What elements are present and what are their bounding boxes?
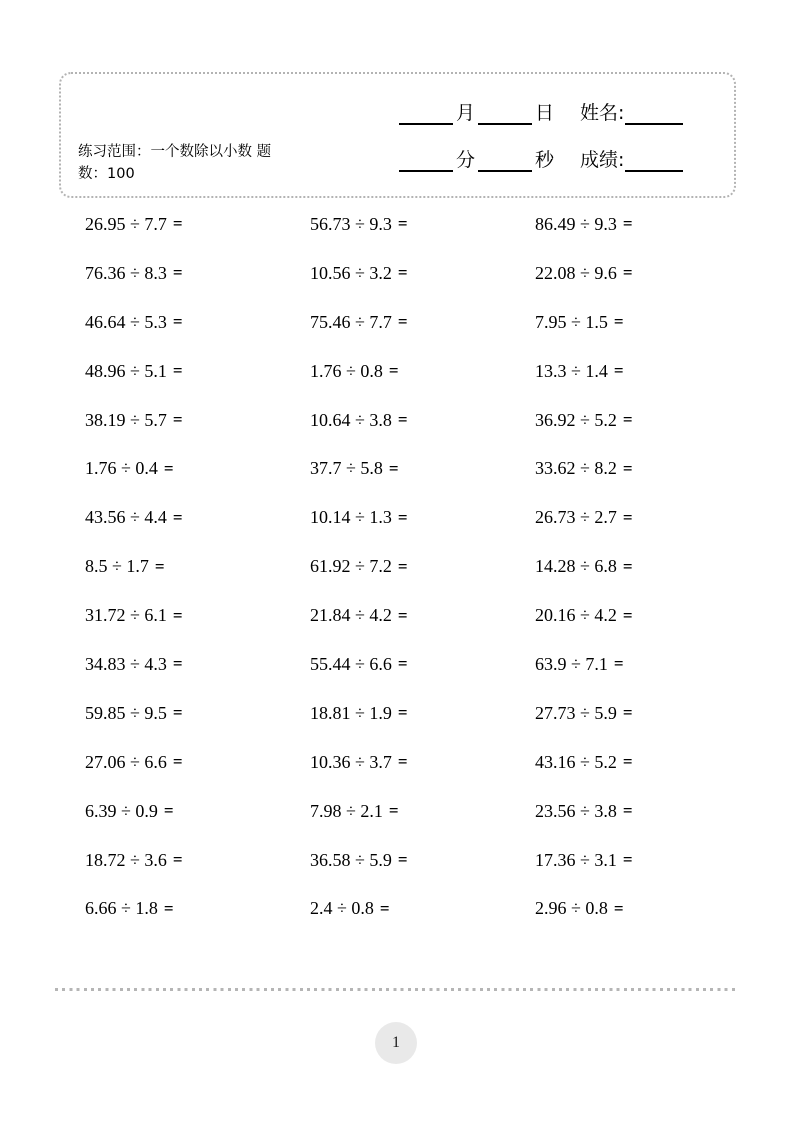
equals-sign: = bbox=[172, 410, 183, 429]
practice-scope-line2: 数：100 bbox=[78, 166, 135, 182]
problem-cell bbox=[85, 444, 310, 493]
equals-sign: = bbox=[172, 361, 183, 381]
equals-sign: = bbox=[388, 458, 399, 478]
equals-sign: = bbox=[163, 458, 174, 478]
equals-sign: = bbox=[172, 263, 183, 283]
problem-cell bbox=[85, 640, 310, 689]
problem-cell bbox=[535, 444, 760, 493]
problem-expression: 34.83 ÷ 4.3 bbox=[85, 653, 167, 674]
problem-cell bbox=[85, 200, 310, 249]
problem-expression: 14.28 ÷ 6.8 bbox=[535, 556, 617, 577]
problem-expression: 76.36 ÷ 8.3 bbox=[85, 262, 167, 283]
equals-sign: = bbox=[397, 605, 408, 625]
equals-sign: = bbox=[397, 703, 408, 723]
second-blank-line bbox=[478, 149, 532, 172]
problem-cell bbox=[535, 200, 760, 249]
problem-cell bbox=[310, 493, 535, 542]
problem-cell bbox=[535, 738, 760, 787]
problem-cell bbox=[535, 640, 760, 689]
problem-cell bbox=[85, 689, 310, 738]
equals-sign: = bbox=[379, 898, 390, 918]
equals-sign: = bbox=[622, 801, 633, 821]
problem-cell bbox=[85, 591, 310, 640]
problem-cell bbox=[85, 738, 310, 787]
equals-sign: = bbox=[172, 850, 183, 870]
problem-expression: 26.95 ÷ 7.7 bbox=[85, 213, 167, 234]
problems-grid bbox=[85, 200, 760, 933]
equals-sign: = bbox=[397, 752, 408, 772]
score-label: 成绩: bbox=[580, 149, 625, 171]
day-blank-line bbox=[478, 102, 532, 125]
problem-expression: 20.16 ÷ 4.2 bbox=[535, 605, 617, 626]
equals-sign: = bbox=[622, 752, 633, 772]
problem-expression: 43.56 ÷ 4.4 bbox=[85, 507, 167, 528]
equals-sign: = bbox=[622, 507, 633, 527]
equals-sign: = bbox=[622, 458, 633, 478]
page-number: 1 bbox=[392, 1034, 400, 1051]
problem-expression: 31.72 ÷ 6.1 bbox=[85, 605, 167, 626]
problem-expression: 86.49 ÷ 9.3 bbox=[535, 213, 617, 234]
equals-sign: = bbox=[622, 214, 633, 234]
problem-cell bbox=[85, 249, 310, 298]
problem-cell bbox=[310, 787, 535, 836]
equals-sign: = bbox=[622, 263, 633, 283]
time-score-row bbox=[399, 145, 683, 172]
problem-cell bbox=[310, 298, 535, 347]
problem-expression: 43.16 ÷ 5.2 bbox=[535, 751, 617, 772]
problem-expression: 26.73 ÷ 2.7 bbox=[535, 507, 617, 528]
problem-cell bbox=[85, 884, 310, 933]
problem-cell bbox=[535, 689, 760, 738]
problem-expression: 2.4 ÷ 0.8 bbox=[310, 898, 374, 919]
equals-sign: = bbox=[388, 361, 399, 381]
problem-cell bbox=[310, 200, 535, 249]
problem-expression: 10.56 ÷ 3.2 bbox=[310, 262, 392, 283]
problem-expression: 17.36 ÷ 3.1 bbox=[535, 849, 617, 870]
equals-sign: = bbox=[172, 605, 183, 625]
problem-expression: 38.19 ÷ 5.7 bbox=[85, 409, 167, 430]
equals-sign: = bbox=[397, 850, 408, 870]
problem-cell bbox=[535, 396, 760, 445]
equals-sign: = bbox=[613, 654, 624, 674]
problem-expression: 8.5 ÷ 1.7 bbox=[85, 556, 149, 577]
problem-cell bbox=[535, 542, 760, 591]
problem-cell bbox=[535, 836, 760, 885]
problem-expression: 61.92 ÷ 7.2 bbox=[310, 556, 392, 577]
equals-sign: = bbox=[163, 898, 174, 918]
equals-sign: = bbox=[397, 507, 408, 527]
equals-sign: = bbox=[397, 654, 408, 674]
problem-expression: 27.73 ÷ 5.9 bbox=[535, 702, 617, 723]
equals-sign: = bbox=[622, 850, 633, 870]
problem-cell bbox=[310, 689, 535, 738]
problem-expression: 55.44 ÷ 6.6 bbox=[310, 653, 392, 674]
problem-cell bbox=[310, 444, 535, 493]
problem-cell bbox=[310, 347, 535, 396]
problem-expression: 75.46 ÷ 7.7 bbox=[310, 311, 392, 332]
header-meta-block bbox=[399, 98, 683, 192]
equals-sign: = bbox=[397, 556, 408, 576]
problem-expression: 46.64 ÷ 5.3 bbox=[85, 311, 167, 332]
problem-expression: 48.96 ÷ 5.1 bbox=[85, 360, 167, 381]
problem-expression: 27.06 ÷ 6.6 bbox=[85, 751, 167, 772]
problem-cell bbox=[310, 836, 535, 885]
equals-sign: = bbox=[622, 410, 633, 429]
equals-sign: = bbox=[388, 801, 399, 821]
problem-expression: 2.96 ÷ 0.8 bbox=[535, 898, 608, 919]
equals-sign: = bbox=[397, 410, 408, 429]
equals-sign: = bbox=[613, 361, 624, 381]
month-blank-line bbox=[399, 102, 453, 125]
equals-sign: = bbox=[397, 263, 408, 283]
problem-expression: 36.58 ÷ 5.9 bbox=[310, 849, 392, 870]
problem-cell bbox=[85, 298, 310, 347]
equals-sign: = bbox=[172, 507, 183, 527]
header-box bbox=[59, 72, 736, 198]
problem-expression: 10.36 ÷ 3.7 bbox=[310, 751, 392, 772]
problem-expression: 33.62 ÷ 8.2 bbox=[535, 458, 617, 479]
month-label: 月 bbox=[456, 102, 476, 124]
problem-expression: 1.76 ÷ 0.8 bbox=[310, 360, 383, 381]
problem-cell bbox=[535, 591, 760, 640]
equals-sign: = bbox=[622, 703, 633, 723]
score-blank-line bbox=[625, 149, 683, 172]
equals-sign: = bbox=[613, 898, 624, 918]
problem-expression: 10.14 ÷ 1.3 bbox=[310, 507, 392, 528]
problem-cell bbox=[310, 884, 535, 933]
practice-scope-line1: 练习范围：一个数除以小数 题 bbox=[78, 144, 272, 160]
problem-expression: 22.08 ÷ 9.6 bbox=[535, 262, 617, 283]
problem-expression: 7.95 ÷ 1.5 bbox=[535, 311, 608, 332]
problem-cell bbox=[85, 836, 310, 885]
problem-expression: 7.98 ÷ 2.1 bbox=[310, 800, 383, 821]
problem-cell bbox=[310, 738, 535, 787]
problem-cell bbox=[535, 249, 760, 298]
page-number-badge bbox=[375, 1022, 417, 1064]
problem-cell bbox=[310, 396, 535, 445]
problem-cell bbox=[535, 884, 760, 933]
date-name-row bbox=[399, 98, 683, 125]
problem-cell bbox=[310, 640, 535, 689]
problem-cell bbox=[310, 542, 535, 591]
problem-cell bbox=[85, 542, 310, 591]
equals-sign: = bbox=[163, 801, 174, 821]
equals-sign: = bbox=[397, 214, 408, 234]
equals-sign: = bbox=[172, 752, 183, 772]
equals-sign: = bbox=[397, 312, 408, 332]
problem-cell bbox=[535, 298, 760, 347]
problem-expression: 6.39 ÷ 0.9 bbox=[85, 800, 158, 821]
problem-expression: 10.64 ÷ 3.8 bbox=[310, 409, 392, 430]
problem-cell bbox=[535, 493, 760, 542]
problem-cell bbox=[85, 396, 310, 445]
equals-sign: = bbox=[622, 605, 633, 625]
problem-cell bbox=[85, 493, 310, 542]
equals-sign: = bbox=[172, 703, 183, 723]
day-label: 日 bbox=[535, 102, 555, 124]
problem-cell bbox=[535, 347, 760, 396]
problem-expression: 23.56 ÷ 3.8 bbox=[535, 800, 617, 821]
practice-scope-text bbox=[78, 141, 271, 185]
problem-cell bbox=[310, 249, 535, 298]
problem-expression: 21.84 ÷ 4.2 bbox=[310, 605, 392, 626]
equals-sign: = bbox=[172, 214, 183, 234]
name-blank-line bbox=[625, 102, 683, 125]
problem-expression: 18.81 ÷ 1.9 bbox=[310, 702, 392, 723]
minute-label: 分 bbox=[456, 149, 476, 171]
problem-expression: 1.76 ÷ 0.4 bbox=[85, 458, 158, 479]
equals-sign: = bbox=[172, 654, 183, 674]
problem-cell bbox=[85, 347, 310, 396]
problem-expression: 37.7 ÷ 5.8 bbox=[310, 458, 383, 479]
problem-expression: 6.66 ÷ 1.8 bbox=[85, 898, 158, 919]
problem-cell bbox=[310, 591, 535, 640]
problem-expression: 36.92 ÷ 5.2 bbox=[535, 409, 617, 430]
problem-expression: 18.72 ÷ 3.6 bbox=[85, 849, 167, 870]
equals-sign: = bbox=[172, 312, 183, 332]
minute-blank-line bbox=[399, 149, 453, 172]
problem-cell bbox=[535, 787, 760, 836]
problem-cell bbox=[85, 787, 310, 836]
equals-sign: = bbox=[622, 556, 633, 576]
problem-expression: 59.85 ÷ 9.5 bbox=[85, 702, 167, 723]
name-label: 姓名: bbox=[580, 102, 625, 124]
problem-expression: 13.3 ÷ 1.4 bbox=[535, 360, 608, 381]
equals-sign: = bbox=[613, 312, 624, 332]
second-label: 秒 bbox=[535, 149, 555, 171]
problem-expression: 63.9 ÷ 7.1 bbox=[535, 653, 608, 674]
equals-sign: = bbox=[154, 556, 165, 576]
problem-expression: 56.73 ÷ 9.3 bbox=[310, 213, 392, 234]
dotted-separator bbox=[55, 988, 739, 991]
